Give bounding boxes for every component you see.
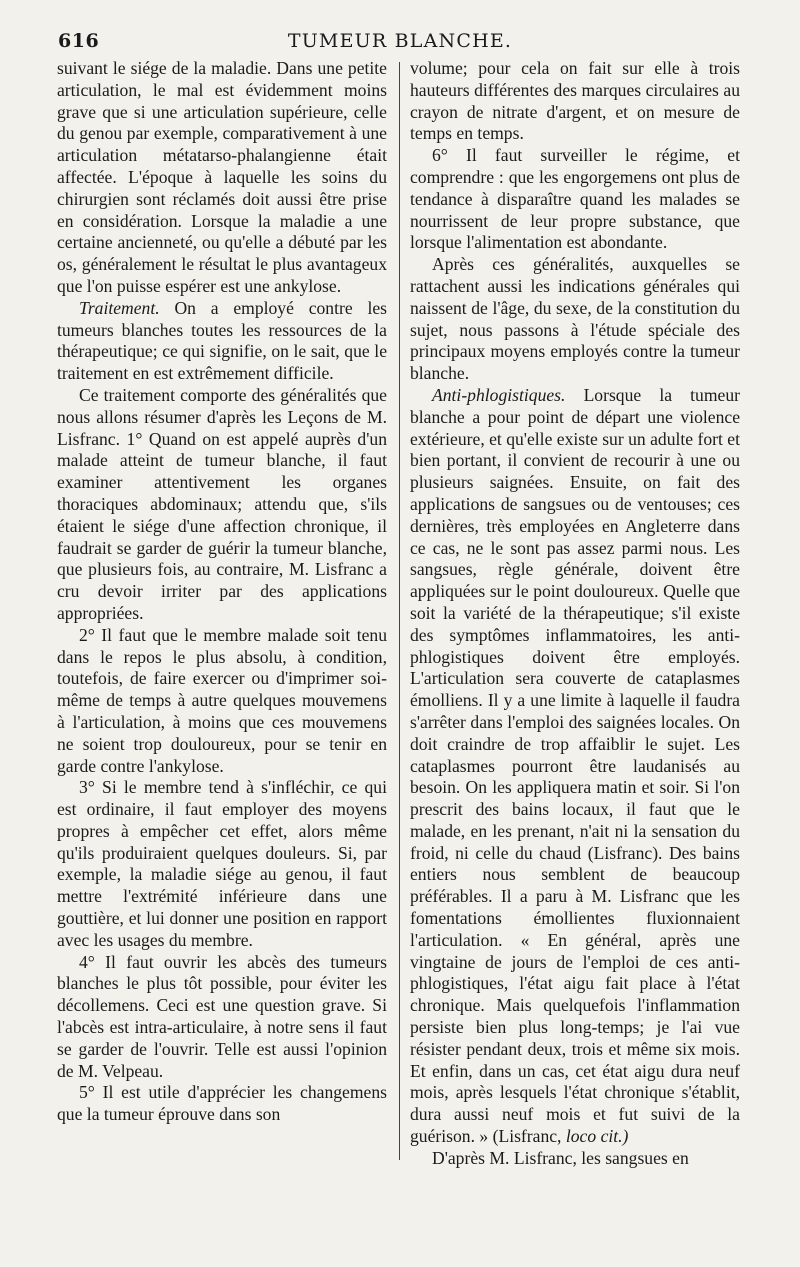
page-header xyxy=(58,30,742,58)
left-paragraph-3: Ce traitement comporte des généralités que nous allons résumer d'après les Leçons de M. Lisfranc. 1° Quand on est appelé auprès d'un malade atteint de tumeur blanche, il faut examiner attentivement les organes thoraciques abdominaux; attendu que, s'ils étaient le siége d'une affection chronique, il faudrait se garder de guérir la tumeur blanche, que plusieurs fois, au contraire, M. Lisfranc a cru devoir irriter par des applications appropriées. xyxy=(57,384,387,623)
section-label-anti-phlogistiques: Anti-phlogistiques. xyxy=(432,384,566,405)
left-paragraph-4: 2° Il faut que le membre malade soit tenu dans le repos le plus absolu, à condition, toutefois, de faire exercer ou d'imprimer soi-même de temps à autre quelques mouvemens à l'articulation, à moins que ces mouvemens ne soient trop douloureux, pour se tenir en garde contre l'ankylose. xyxy=(57,624,387,776)
page-number: 616 xyxy=(58,30,100,52)
left-paragraph-2 xyxy=(57,298,387,385)
left-paragraph-5: 3° Si le membre tend à s'infléchir, ce qui est ordinaire, il faut employer des moyens propres à empêcher cet effet, alors même qu'ils produiraient quelques douleurs. Si, par exemple, la maladie siége au genou, il faut mettre l'extrémité inférieure dans une gouttière, et lui donner une position en rapport avec les usages du membre. xyxy=(57,777,387,950)
column-divider xyxy=(399,62,400,1160)
left-paragraph-2-text: On a employé contre les tumeurs blanches toutes les ressources de la thérapeutique; ce qui signifie, on le sait, que le traitement en est extrêmement difficile. xyxy=(57,297,387,384)
right-paragraph-1: volume; pour cela on fait sur elle à trois hauteurs différentes des marques circulaires au crayon de nitrate d'argent, et on mesure de temps en temps. xyxy=(410,58,740,144)
right-paragraph-5: D'après M. Lisfranc, les sangsues en xyxy=(432,1147,689,1168)
running-title: TUMEUR BLANCHE. xyxy=(287,30,513,52)
left-paragraph-7: 5° Il est utile d'apprécier les changemens que la tumeur éprouve dans son xyxy=(57,1082,387,1125)
section-label-traitement: Traitement. xyxy=(79,297,160,318)
left-paragraph-6: 4° Il faut ouvrir les abcès des tumeurs blanches le plus tôt possible, pour éviter les décollemens. Ceci est une question grave. Si l'abcès est intra-articulaire, à notre sens il faut se garder de l'ouvrir. Telle est aussi l'opinion de M. Velpeau. xyxy=(57,951,387,1081)
citation-loco-cit: loco cit.) xyxy=(565,1126,629,1147)
right-paragraph-3: Après ces généralités, auxquelles se rattachent aussi les indications générales qui naissent de l'âge, du sexe, de la constitution du sujet, nous passons à l'étude spéciale des principaux moyens employés contre la tumeur blanche. xyxy=(410,254,740,384)
left-column xyxy=(57,58,387,1126)
right-paragraph-4-text: Lorsque la tumeur blanche a pour point de départ une violence extérieure, et qu'elle existe sur un adulte fort et bien portant, il convient de recourir à une ou plusieurs saignées. Ensuite, on fait des applications de sangsues ou de ventouses; ces dernières, très employées en Angleterre dans ce cas, ne le sont pas assez parmi nous. Les sangsues, règle générale, doivent être appliquées sur le point douloureux. Quelle que soit la variété de la thérapeutique; s'il existe des symptômes inflammatoires, les anti-phlogistiques doivent être employés. L'articulation sera couverte de cataplasmes émolliens. Il y a une limite à laquelle il faudra s'arrêter dans l'emploi des saignées locales. On doit craindre de trop affaiblir le sujet. Les cataplasmes pourront être laudanisés au besoin. On les appliquera matin et soir. Si l'on prescrit des bains locaux, il faut que le malade, en les prenant, n'ait ni la sensation du froid, ni celle du chaud (Lisfranc). Des bains entiers nous semblent de beaucoup préférables. Il a paru à M. Lisfranc que les fomentations émollientes fluxionnaient l'articulation. « En général, après une vingtaine de jours de l'emploi de ces anti-phlogistiques, l'état aigu fait place à l'état chronique. Mais quelquefois l'inflammation persiste bien plus long-temps; je l'ai vue résister pendant deux, trois et même six mois. Et enfin, dans un cas, cet état aigu dura neuf mois, après lesquels l'état chronique s'établit, dura aussi neuf mois et fut suivi de la guérison. » (Lisfranc, xyxy=(410,384,741,1147)
right-paragraph-2: 6° Il faut surveiller le régime, et comprendre : que les engorgemens ont plus de tendance à disparaître quand les malades se nourrissent de leur propre substance, que lorsque l'alimentation est abondante. xyxy=(410,145,740,253)
right-paragraph-4 xyxy=(410,385,740,1148)
right-column xyxy=(410,58,740,1170)
left-paragraph-1: suivant le siége de la maladie. Dans une petite articulation, le mal est évidemment moins grave que si une articulation supérieure, celle du genou par exemple, comparativement à une articulation métatarso-phalangienne était affectée. L'époque à laquelle les soins du chirurgien sont réclamés doit aussi être prise en considération. Lorsque la maladie a une certaine ancienneté, ou qu'elle a débuté par les os, généralement le résultat le plus avantageux que l'on puisse espérer est une ankylose. xyxy=(57,58,387,296)
